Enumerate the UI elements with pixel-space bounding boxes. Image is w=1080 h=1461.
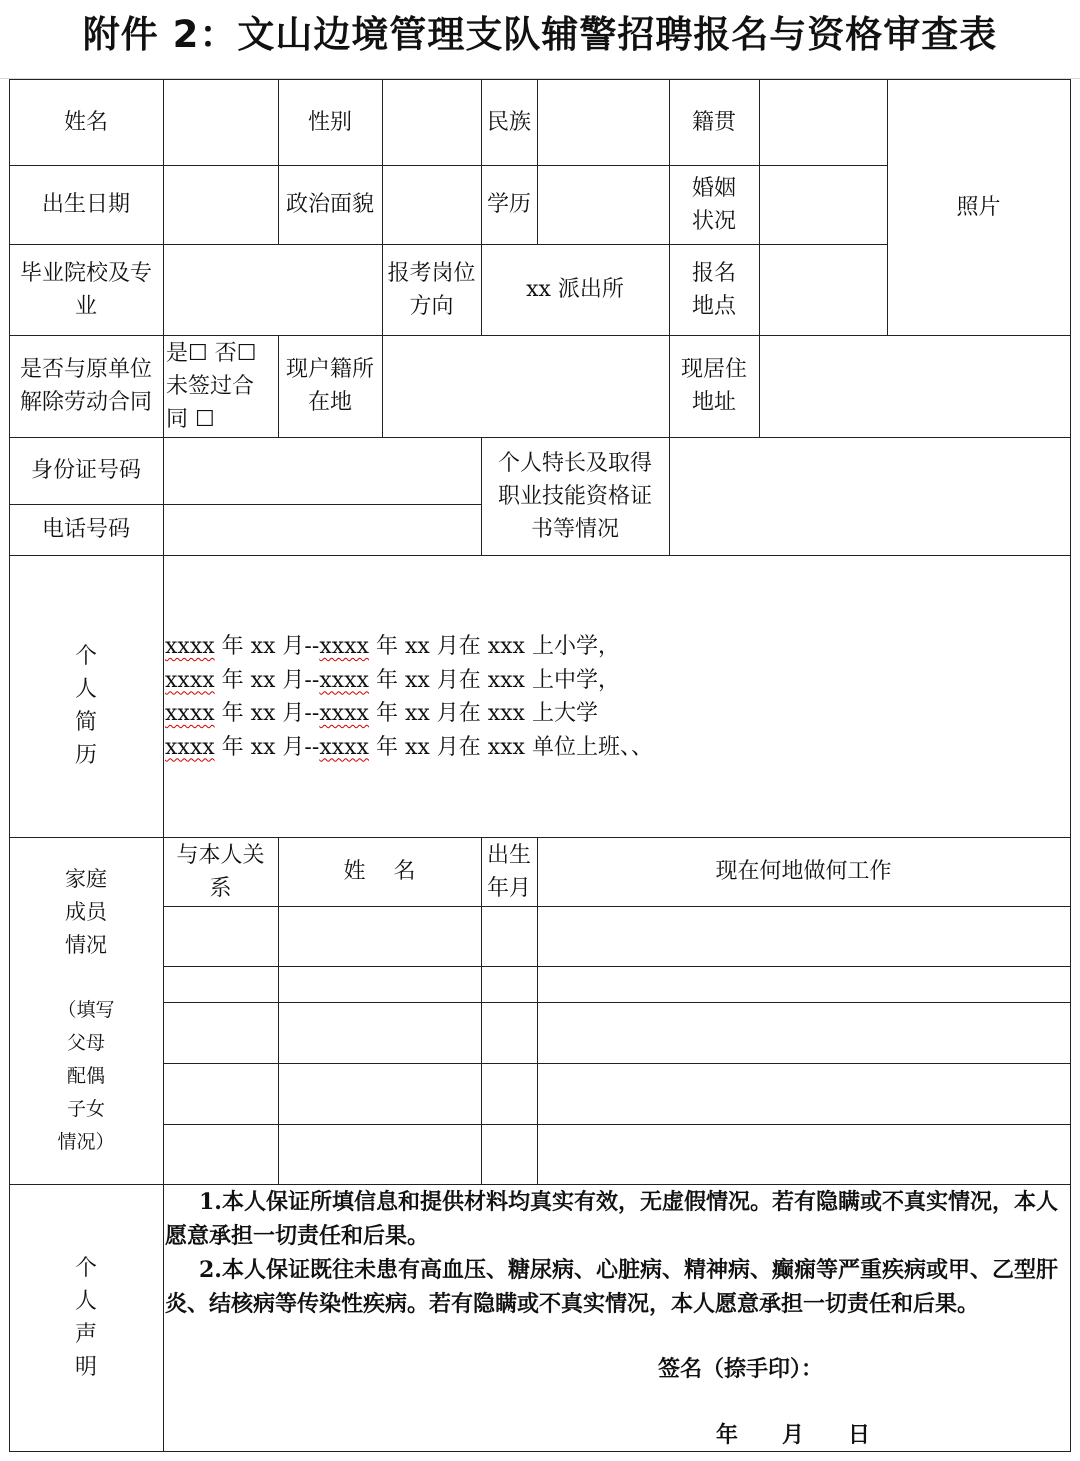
registration-location-label: 报名 地点	[691, 260, 736, 319]
contract-label: 是否与原单位 解除劳动合同	[19, 357, 152, 415]
family-col-birth: 出生 年月	[486, 842, 531, 901]
hukou-label: 现户籍所 在地	[285, 357, 374, 415]
position-label: 报考岗位 方向	[387, 260, 476, 319]
resume-line: xxxx 年 xx 月--xxxx 年 xx 月在 xxx 单位上班、、	[165, 734, 653, 760]
signature-date[interactable]: 年 月 日	[716, 1422, 871, 1448]
contract-options[interactable]: 是☐ 否☐ 未签过合 同 ☐	[163, 335, 278, 437]
school-major-field[interactable]	[163, 244, 382, 335]
grid-line	[9, 555, 1071, 556]
hukou-field[interactable]	[382, 335, 669, 437]
id-number-field[interactable]	[163, 437, 481, 504]
skills-field[interactable]	[669, 437, 1070, 555]
education-field[interactable]	[537, 165, 669, 244]
family-row-1[interactable]	[163, 906, 1070, 966]
family-col-name: 姓 名	[343, 859, 416, 884]
marital-status-field[interactable]	[759, 165, 887, 244]
form-title: 附件 2：文山边境管理支队辅警招聘报名与资格审查表	[82, 13, 998, 56]
photo-box[interactable]: 照片	[956, 194, 1001, 220]
gender-field[interactable]	[382, 79, 481, 165]
family-row-3[interactable]	[163, 1002, 1070, 1063]
family-row-2[interactable]	[163, 966, 1070, 1002]
address-field[interactable]	[759, 335, 1070, 437]
resume-label: 个 人 简 历	[74, 644, 97, 768]
declaration-paragraph-2: 2.本人保证既往未患有高血压、糖尿病、心脏病、精神病、癫痫等严重疾病或甲、乙型肝炎、结核病等传染性疾病。若有隐瞒或不真实情况，本人愿意承担一切责任和后果。	[165, 1257, 1058, 1317]
signature-label[interactable]: 签名（捺手印）：	[658, 1356, 824, 1382]
contract-yes-no-checkbox[interactable]: 是☐ 否☐	[166, 340, 257, 366]
gender-label: 性别	[307, 109, 352, 135]
registration-location-field[interactable]	[759, 244, 887, 335]
education-label: 学历	[486, 192, 531, 217]
declaration-label: 个 人 声 明	[74, 1255, 97, 1380]
resume-content[interactable]	[165, 630, 653, 764]
family-row-4[interactable]	[163, 1063, 1070, 1124]
marital-status-label: 婚姻 状况	[691, 175, 736, 234]
native-place-field[interactable]	[759, 79, 887, 165]
declaration-paragraph-1: 1.本人保证所填信息和提供材料均真实有效，无虚假情况。若有隐瞒或不真实情况，本人愿意承担一切责任和后果。	[165, 1189, 1058, 1249]
birth-date-label: 出生日期	[41, 192, 130, 217]
political-status-label: 政治面貌	[285, 192, 374, 217]
resume-line: xxxx 年 xx 月--xxxx 年 xx 月在 xxx 上大学	[165, 701, 598, 726]
phone-field[interactable]	[163, 504, 481, 555]
birth-date-field[interactable]	[163, 165, 278, 244]
family-row-5[interactable]	[163, 1124, 1070, 1184]
native-place-label: 籍贯	[691, 109, 736, 135]
skills-label: 个人特长及取得 职业技能资格证 书等情况	[497, 450, 652, 542]
school-major-label: 毕业院校及专 业	[19, 260, 152, 319]
resume-line: xxxx 年 xx 月--xxxx 年 xx 月在 xxx 上中学，	[165, 667, 620, 693]
id-number-label: 身份证号码	[30, 458, 141, 483]
phone-label: 电话号码	[41, 517, 130, 542]
political-status-field[interactable]	[382, 165, 481, 244]
name-label: 姓名	[63, 109, 108, 135]
family-col-work: 现在何地做何工作	[715, 859, 892, 884]
ethnicity-field[interactable]	[537, 79, 669, 165]
family-label: 家庭 成员 情况 （填写 父母 配偶 子女 情况）	[57, 866, 115, 1153]
ethnicity-label: 民族	[486, 109, 531, 135]
resume-line: xxxx 年 xx 月--xxxx 年 xx 月在 xxx 上小学，	[165, 634, 620, 659]
family-col-relation: 与本人关 系	[176, 842, 265, 901]
grid-line	[9, 1451, 1071, 1452]
position-value[interactable]: xx 派出所	[526, 277, 624, 302]
name-field[interactable]	[163, 79, 278, 165]
address-label: 现居住 地址	[680, 357, 747, 415]
contract-unsigned-checkbox[interactable]: 同 ☐	[166, 406, 215, 432]
grid-line	[1070, 79, 1071, 1451]
declaration-text	[165, 1185, 1070, 1321]
